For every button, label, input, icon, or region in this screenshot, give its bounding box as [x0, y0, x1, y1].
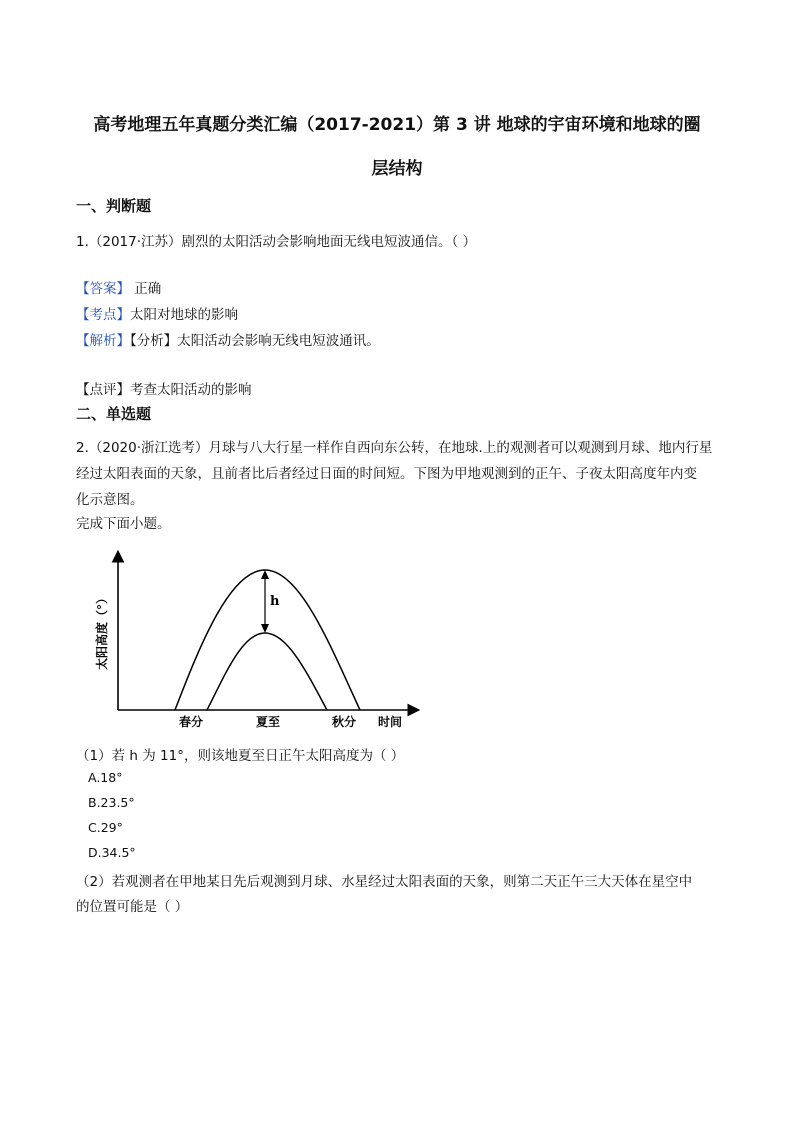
- question-2-line-4: 完成下面小题。: [76, 516, 171, 532]
- question-2-line-2: 经过太阳表面的天象，且前者比后者经过日面的时间短。下图为甲地观测到的正午、子夜太阳高度年内变: [76, 466, 697, 482]
- kaodian-tag: 【考点】: [76, 307, 130, 323]
- h-arrow-head-up: [261, 570, 269, 579]
- jiexi-text: 【分析】太阳活动会影响无线电短波通讯。: [130, 333, 380, 349]
- question-2-line-1: 2.（2020·浙江选考）月球与八大行星一样作自西向东公转，在地球.上的观测者可以观测到月球、地内行星: [76, 440, 713, 456]
- sub-question-2-line-2: 的位置可能是（ ）: [76, 899, 189, 915]
- answer-line: [76, 277, 161, 297]
- answer-text: 正确: [130, 281, 162, 297]
- series-midnight-altitude: [207, 633, 327, 710]
- series-noon-altitude: [175, 570, 360, 710]
- sub-question-1: （1）若 h 为 11°，则该地夏至日正午太阳高度为（ ）: [76, 748, 405, 764]
- option-a: A.18°: [88, 770, 123, 785]
- option-b: B.23.5°: [88, 795, 135, 810]
- sun-altitude-chart: [90, 545, 430, 735]
- section-heading-judgement: 一、判断题: [76, 197, 152, 215]
- question-1: 1.（2017·江苏）剧烈的太阳活动会影响地面无线电短波通信。（ ）: [76, 234, 477, 250]
- kaodian-text: 太阳对地球的影响: [130, 307, 238, 323]
- section-heading-single-choice: 二、单选题: [76, 405, 152, 423]
- h-label: h: [270, 594, 280, 609]
- question-2-line-3: 化示意图。: [76, 492, 144, 508]
- page-title-line2: 层结构: [371, 159, 423, 179]
- dianping-line: 【点评】考查太阳活动的影响: [76, 382, 252, 398]
- jiexi-tag: 【解析】: [76, 333, 130, 349]
- tick-label-chunfen: 春分: [178, 715, 204, 729]
- sub-question-2-line-1: （2）若观测者在甲地某日先后观测到月球、水星经过太阳表面的天象，则第二天正午三大天体在星空中: [76, 874, 693, 890]
- page-title-line1: 高考地理五年真题分类汇编（2017-2021）第 3 讲 地球的宇宙环境和地球的圈: [93, 115, 701, 135]
- option-c: C.29°: [88, 820, 123, 835]
- kaodian-line: [76, 303, 238, 323]
- jiexi-line: [76, 329, 380, 349]
- tick-label-xiazhi: 夏至: [255, 715, 281, 729]
- tick-label-qiufen: 秋分: [331, 715, 357, 729]
- y-axis-label: 太阳高度（°）: [95, 591, 109, 670]
- answer-tag: 【答案】: [76, 281, 130, 297]
- option-d: D.34.5°: [88, 845, 136, 860]
- x-axis-label: 时间: [377, 715, 403, 729]
- h-arrow-head-down: [261, 624, 269, 633]
